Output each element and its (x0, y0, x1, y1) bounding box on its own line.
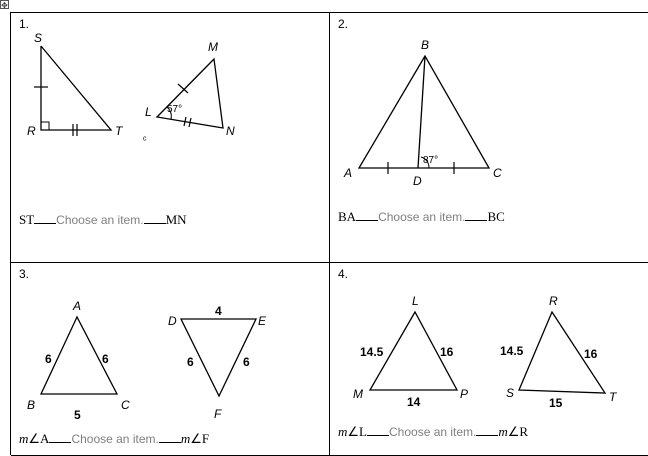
vertex-label-s: S (506, 386, 515, 400)
side-ab-length: 6 (45, 352, 52, 366)
vertex-label-n: N (226, 124, 235, 138)
triangle-lmn (157, 59, 223, 128)
problem-1-figure (11, 13, 330, 213)
vertex-label-b: B (27, 398, 36, 412)
vertex-label-a: A (344, 166, 353, 180)
problem-1-question (19, 212, 187, 228)
triangle-srt (34, 46, 111, 136)
vertex-label-c: C (121, 398, 130, 412)
move-handle-icon[interactable]: ✥ (1, 1, 8, 10)
comparison-dropdown[interactable]: Choose an item. (389, 425, 477, 439)
angle-d-label: 87° (423, 155, 439, 166)
problem-number: 4. (338, 267, 349, 281)
comparison-dropdown[interactable]: Choose an item. (71, 432, 159, 446)
problem-2-figure (330, 13, 648, 213)
problem-2-cell (330, 13, 648, 263)
angle-right: ∠R (507, 424, 529, 439)
problem-4-question: m∠L Choose an item. m∠R (338, 424, 529, 439)
problem-table (10, 12, 648, 455)
angle-left: ∠L (347, 424, 367, 439)
side-ef-length: 6 (243, 355, 250, 369)
side-rt-length: 16 (584, 347, 598, 361)
vertex-label-e: E (258, 314, 267, 328)
side-rs-length: 14.5 (500, 344, 524, 358)
vertex-label-c: C (493, 166, 502, 180)
side-st-length: 15 (549, 396, 563, 410)
vertex-label-a: A (73, 299, 82, 313)
side-lp-length: 16 (440, 345, 454, 359)
vertex-label-d: D (168, 314, 177, 328)
vertex-label-f: F (214, 407, 222, 421)
vertex-label-l: L (145, 105, 152, 119)
segment-left: BA (338, 209, 357, 224)
problem-3-figure (11, 263, 330, 433)
problem-4-cell (330, 263, 648, 456)
angle-left: ∠A (28, 431, 50, 446)
problem-1-cell (11, 13, 330, 263)
side-mp-length: 14 (407, 395, 421, 409)
side-bc-length: 5 (74, 408, 81, 422)
side-lm-length: 14.5 (360, 345, 384, 359)
vertex-label-t: T (609, 390, 617, 404)
comparison-dropdown[interactable]: Choose an item. (56, 213, 144, 227)
problem-2-question (338, 209, 505, 225)
vertex-label-l: L (412, 294, 419, 308)
vertex-label-r: R (549, 294, 558, 308)
problem-number: 1. (19, 17, 30, 31)
segment-right: MN (165, 212, 187, 227)
vertex-label-r: R (27, 124, 36, 138)
vertex-label-s: S (34, 31, 43, 45)
vertex-label-d: D (413, 174, 422, 188)
problem-3-cell (11, 263, 330, 456)
vertex-label-m: M (208, 40, 218, 54)
side-df-length: 6 (187, 355, 194, 369)
segment-right: BC (487, 209, 505, 224)
problem-3-question: m∠A Choose an item. m∠F (19, 431, 210, 446)
side-de-length: 4 (215, 304, 222, 318)
problem-number: 2. (338, 17, 349, 31)
comparison-dropdown[interactable]: Choose an item. (378, 210, 466, 224)
vertex-label-p: P (460, 387, 469, 401)
problem-number: 3. (19, 267, 30, 281)
vertex-label-b: B (421, 38, 430, 52)
vertex-label-t: T (115, 124, 123, 138)
segment-left: ST (19, 212, 35, 227)
angle-l-label: 57° (167, 104, 183, 115)
stray-mark: ᶜ (143, 135, 147, 146)
vertex-label-m: M (353, 387, 363, 401)
angle-right: ∠F (190, 431, 210, 446)
side-ac-length: 6 (102, 352, 109, 366)
problem-4-figure (330, 263, 648, 433)
